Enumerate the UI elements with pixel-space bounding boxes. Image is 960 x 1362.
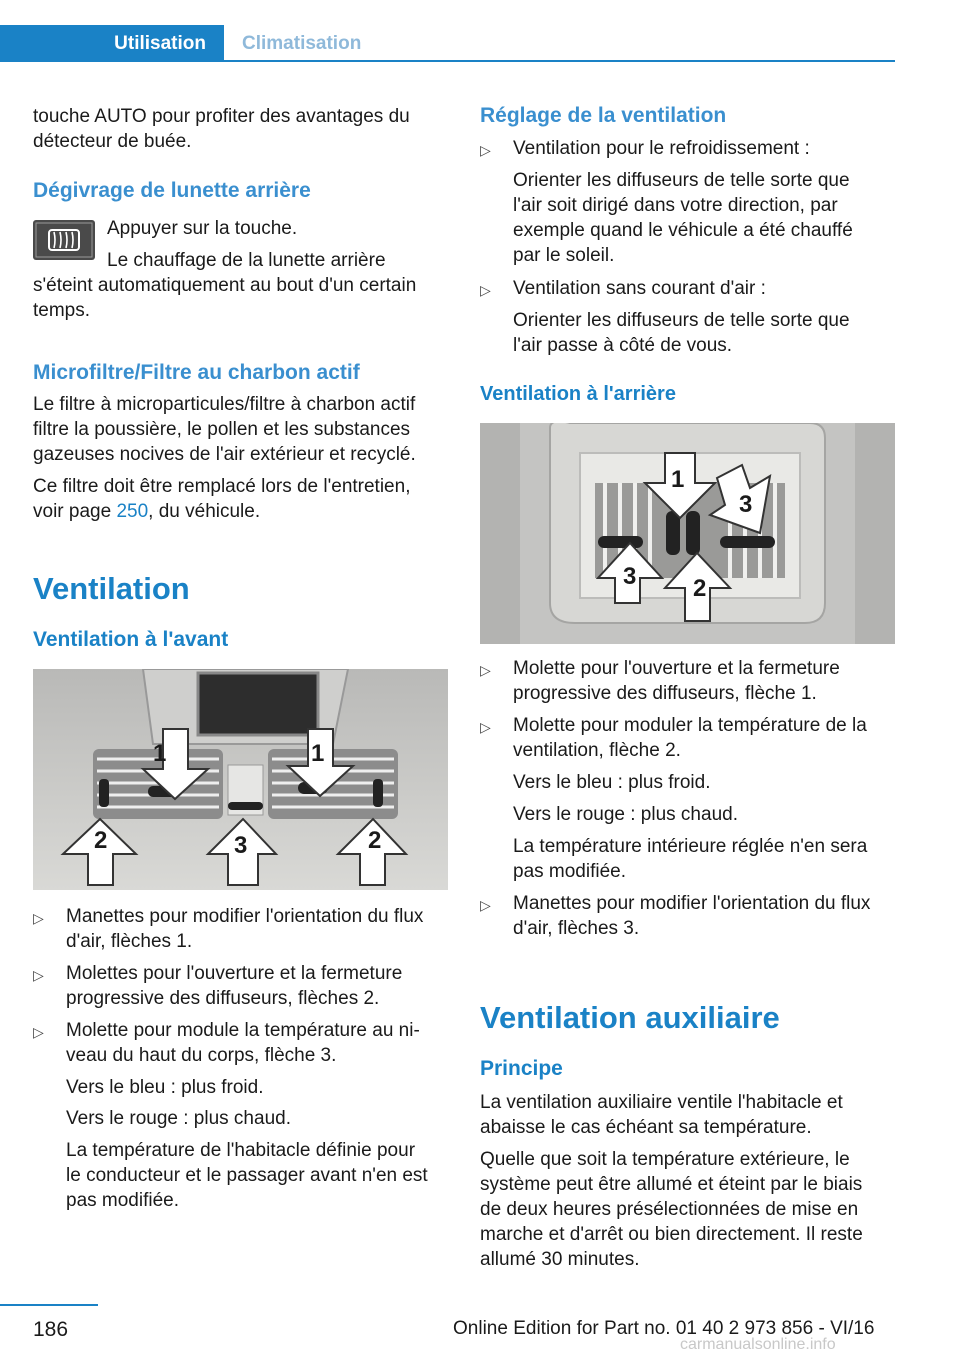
paragraph-line: gazeuses nocives de l'air extérieur et recyclé. (33, 444, 416, 465)
paragraph-line: abaisse le cas échéant sa température. (480, 1117, 812, 1138)
heading-ventilation-auxiliaire: Ventilation auxiliaire (480, 1000, 780, 1035)
rear-vents-image (480, 423, 895, 644)
list-item-line: La température de l'habitacle définie pour (66, 1140, 416, 1161)
list-item-line: Vers le rouge : plus chaud. (66, 1108, 291, 1129)
arrow-label: 2 (368, 827, 382, 854)
list-item-line: Manettes pour modifier l'orientation du flux (66, 906, 424, 927)
arrow-label: 3 (234, 832, 248, 859)
bullet-icon: ▷ (480, 282, 491, 298)
page-link[interactable]: 250 (116, 501, 149, 522)
list-item-line: Vers le bleu : plus froid. (66, 1077, 264, 1098)
rear-defrost-button-icon (33, 220, 95, 260)
paragraph-line: temps. (33, 300, 91, 321)
paragraph-line: filtre la poussière, le pollen et les substances (33, 419, 411, 440)
watermark: carmanualsonline.info (680, 1336, 836, 1353)
paragraph-line (33, 499, 260, 524)
heading-degivrage: Dégivrage de lunette arrière (33, 179, 311, 202)
paragraph-line: Ce filtre doit être remplacé lors de l'entretien, (33, 476, 411, 497)
paragraph-line: détecteur de buée. (33, 131, 192, 152)
footer-edition: Online Edition for Part no. 01 40 2 973 856 - VI/16 (453, 1318, 875, 1339)
bullet-icon: ▷ (480, 662, 491, 678)
list-item-line: le conducteur et le passager avant n'en est (66, 1165, 428, 1186)
arrow-label: 1 (671, 466, 685, 493)
paragraph-line: Le filtre à microparticules/filtre à charbon actif (33, 394, 416, 415)
list-item-line: Ventilation sans courant d'air : (513, 278, 766, 299)
paragraph-line: La ventilation auxiliaire ventile l'habitacle et (480, 1092, 843, 1113)
list-item-line: La température intérieure réglée n'en sera (513, 836, 868, 857)
arrow-label: 3 (623, 563, 637, 590)
list-item-line: Orienter les diffuseurs de telle sorte que (513, 310, 850, 331)
header-rule (224, 60, 895, 62)
heading-ventilation: Ventilation (33, 571, 190, 606)
arrow-label: 2 (94, 827, 108, 854)
heading-ventilation-arriere: Ventilation à l'arrière (480, 383, 676, 405)
bullet-icon: ▷ (480, 719, 491, 735)
list-item-line: pas modifiée. (66, 1190, 180, 1211)
heading-microfiltre: Microfiltre/Filtre au charbon actif (33, 361, 360, 384)
list-item-line: Ventilation pour le refroidissement : (513, 138, 810, 159)
list-item-line: Vers le rouge : plus chaud. (513, 804, 738, 825)
list-item-line: pas modifiée. (513, 861, 627, 882)
list-item-line: Molette pour module la température au ni- (66, 1020, 420, 1041)
footer-rule (0, 1304, 98, 1306)
list-item-line: par le soleil. (513, 245, 615, 266)
list-item-line: veau du haut du corps, flèche 3. (66, 1045, 337, 1066)
arrow-label: 3 (739, 491, 753, 518)
list-item-line: Manettes pour modifier l'orientation du flux (513, 893, 871, 914)
bullet-icon: ▷ (33, 967, 44, 983)
list-item-line: d'air, flèches 1. (66, 931, 193, 952)
arrow-label: 2 (693, 575, 707, 602)
list-item-line: ventilation, flèche 2. (513, 740, 681, 761)
list-item-line: progressive des diffuseurs, flèches 2. (66, 988, 380, 1009)
paragraph-line: s'éteint automatiquement au bout d'un certain (33, 275, 417, 296)
paragraph-line: marche et d'arrêt ou bien directement. Il reste (480, 1224, 863, 1245)
list-item-line: d'air, flèches 3. (513, 918, 640, 939)
paragraph-line: Quelle que soit la température extérieure, le (480, 1149, 850, 1170)
paragraph-line: système peut être allumé et éteint par le biais (480, 1174, 863, 1195)
paragraph-line: Le chauffage de la lunette arrière (107, 250, 386, 271)
page-header (0, 0, 960, 62)
paragraph-line: touche AUTO pour profiter des avantages du (33, 106, 410, 127)
heading-reglage: Réglage de la ventilation (480, 104, 727, 127)
list-item-line: Molette pour moduler la température de la (513, 715, 867, 736)
tab-utilisation[interactable]: Utilisation (0, 25, 224, 62)
page-number: 186 (33, 1318, 69, 1341)
bullet-icon: ▷ (33, 910, 44, 926)
list-item-line: Molette pour l'ouverture et la fermeture (513, 658, 840, 679)
list-item-line: progressive des diffuseurs, flèche 1. (513, 683, 817, 704)
paragraph-line: allumé 30 minutes. (480, 1249, 640, 1270)
heading-principe: Principe (480, 1057, 563, 1080)
arrow-label: 1 (311, 740, 325, 767)
list-item-line: exemple quand le véhicule a été chauffé (513, 220, 853, 241)
tab-climatisation[interactable]: Climatisation (242, 32, 362, 54)
text: , du véhicule. (148, 501, 261, 522)
paragraph-line: Appuyer sur la touche. (107, 218, 298, 239)
heading-ventilation-avant: Ventilation à l'avant (33, 628, 229, 651)
list-item-line: l'air passe à côté de vous. (513, 335, 733, 356)
bullet-icon: ▷ (33, 1024, 44, 1040)
paragraph-line: de deux heures présélectionnées de mise en (480, 1199, 859, 1220)
list-item-line: l'air soit dirigé dans votre direction, par (513, 195, 838, 216)
list-item-line: Orienter les diffuseurs de telle sorte que (513, 170, 850, 191)
bullet-icon: ▷ (480, 142, 491, 158)
list-item-line: Vers le bleu : plus froid. (513, 772, 711, 793)
text: voir page (33, 501, 117, 522)
list-item-line: Molettes pour l'ouverture et la fermeture (66, 963, 403, 984)
arrow-label: 1 (153, 740, 167, 767)
bullet-icon: ▷ (480, 897, 491, 913)
